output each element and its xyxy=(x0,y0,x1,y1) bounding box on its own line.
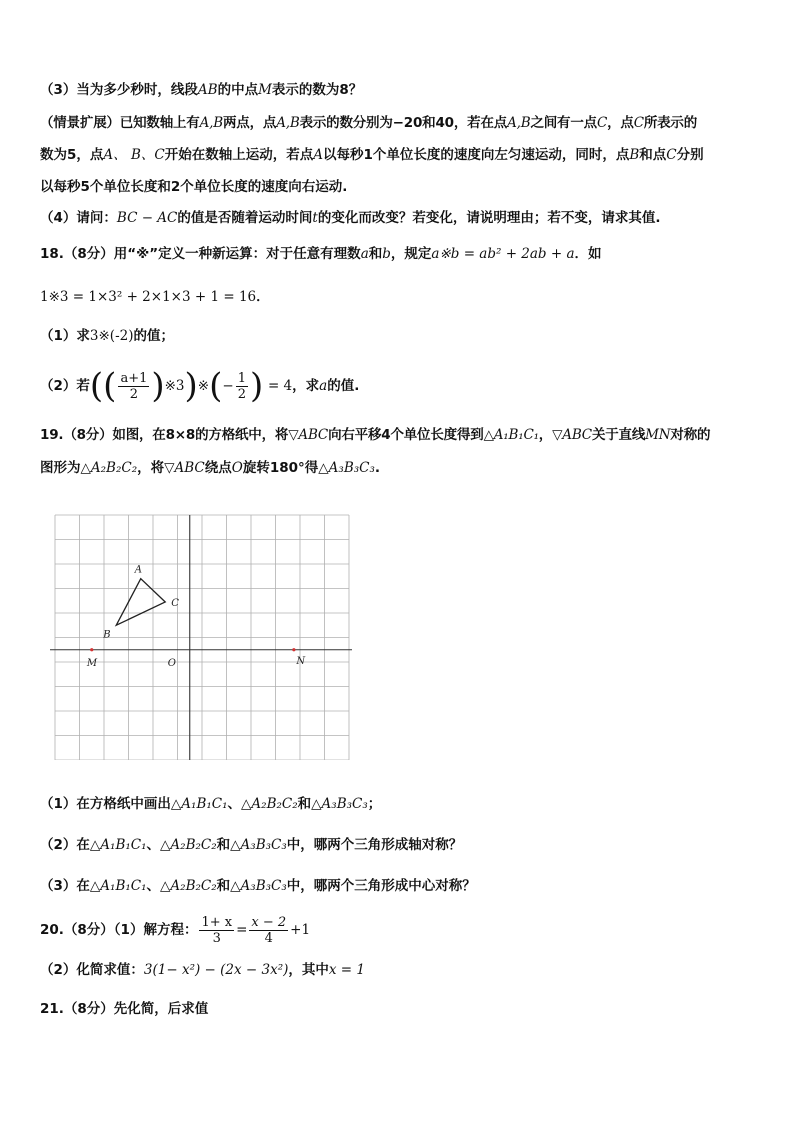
point-m xyxy=(90,648,93,651)
text: ，求 xyxy=(292,378,320,394)
text: 表示的数分别为−20和40，若在点 xyxy=(299,115,508,131)
grid-figure xyxy=(40,510,360,760)
denominator: 2 xyxy=(129,386,139,402)
question-18-part2: （2）若(( $\frac{a+1}{2}$ )※3)※(− $\frac{1}{2}$ ) = 4，求a的值. xyxy=(40,366,360,406)
grid-lines xyxy=(55,515,349,760)
text: . xyxy=(374,460,381,476)
text: （1）在方格纸中画出 xyxy=(40,796,171,812)
text: 的变化而改变？若变化，请说明理由；若不变，请求其值. xyxy=(317,210,661,226)
text-line-speed xyxy=(40,177,347,197)
math: ▽ABC xyxy=(288,427,329,443)
text: 的值. xyxy=(327,378,360,394)
text: 对称的 xyxy=(670,427,711,443)
text: 19.（8分）如图，在8×8的方格纸中，将 xyxy=(40,427,289,443)
question-19-line2 xyxy=(40,458,380,478)
text: 、 xyxy=(146,878,161,894)
math: t xyxy=(312,210,318,226)
text: 中，哪两个三角形成轴对称？ xyxy=(286,837,463,853)
text: 向右平移4个单位长度得到 xyxy=(328,427,484,443)
math: a※b = ab² + 2ab + a xyxy=(431,246,575,262)
math: ※ xyxy=(197,378,210,394)
math: ▽ABC xyxy=(164,460,205,476)
text: 和 xyxy=(368,246,383,262)
point-n xyxy=(292,648,295,651)
question-20-part2 xyxy=(40,960,365,980)
text: 和点 xyxy=(639,147,667,163)
math: A,B xyxy=(507,115,531,131)
numerator: a+1 xyxy=(120,370,148,386)
question-21 xyxy=(40,999,208,1019)
text: （2）若 xyxy=(40,378,90,394)
numerator: x − 2 xyxy=(251,914,287,930)
text: （3）当为多少秒时，线段 xyxy=(40,82,198,98)
math: B xyxy=(629,147,640,163)
question-19-part2 xyxy=(40,835,462,855)
label-o: O xyxy=(167,657,176,669)
denominator: 2 xyxy=(237,386,246,402)
text: 表示的数为8？ xyxy=(271,82,363,98)
text: 以每秒1个单位长度的速度向左匀速运动，同时，点 xyxy=(322,147,630,163)
text: 18.（8分）用“※”定义一种新运算：对于任意有理数 xyxy=(40,246,361,262)
math: − xyxy=(222,378,234,394)
text: 绕点 xyxy=(204,460,232,476)
text: 、 xyxy=(227,796,242,812)
text: 旋转180°得 xyxy=(242,460,319,476)
math: A,B xyxy=(199,115,223,131)
text: 、 xyxy=(146,837,161,853)
question-20 xyxy=(40,912,310,948)
denominator: 3 xyxy=(212,930,221,946)
math: ▽ABC xyxy=(552,427,592,443)
text-line-part3 xyxy=(40,80,362,100)
math: BC − AC xyxy=(116,210,178,226)
numerator: 1+ x xyxy=(201,914,233,930)
fraction xyxy=(118,371,149,402)
math: △A₂B₂C₂ xyxy=(80,460,138,476)
text: ，其中 xyxy=(288,962,329,978)
math: a xyxy=(360,246,369,262)
text: 分别 xyxy=(676,147,704,163)
question-18-part1 xyxy=(40,326,174,346)
text: ， xyxy=(538,427,553,443)
math: = 4 xyxy=(267,378,293,394)
text: （3）在 xyxy=(40,878,90,894)
text-line-part4 xyxy=(40,208,660,228)
text: 和 xyxy=(216,878,231,894)
text: 数为5，点 xyxy=(40,147,104,163)
label-m: M xyxy=(86,657,98,669)
text: 开始在数轴上运动，若点 xyxy=(164,147,314,163)
question-19 xyxy=(40,425,710,445)
math: AB xyxy=(197,82,218,98)
text: （2）化简求值： xyxy=(40,962,144,978)
question-18-example xyxy=(40,287,270,307)
math: △A₁B₁C₁ xyxy=(170,796,228,812)
math: △A₂B₂C₂ xyxy=(241,796,298,812)
math: C xyxy=(596,115,608,131)
fraction xyxy=(199,915,234,946)
text: 两点，点 xyxy=(222,115,277,131)
text: ； xyxy=(367,796,382,812)
text: ，点 xyxy=(607,115,634,131)
math: 1※3 = 1×3² + 2×1×3 + 1 = 16 xyxy=(40,289,257,305)
label-a: A xyxy=(134,564,142,576)
text-line-movement xyxy=(40,145,704,165)
text: ． xyxy=(256,289,270,305)
question-18 xyxy=(40,244,602,264)
math: C xyxy=(666,147,677,163)
text-line-extension xyxy=(40,113,697,133)
math: ※3 xyxy=(164,378,185,394)
text: 的中点 xyxy=(217,82,259,98)
math: A xyxy=(313,147,323,163)
math: M xyxy=(258,82,272,98)
math: △A₁B₁C₁ xyxy=(483,427,539,443)
math: x = 1 xyxy=(328,962,365,978)
text: （1）求 xyxy=(40,328,90,344)
fraction xyxy=(236,371,248,402)
math: △A₃B₃C₃ xyxy=(318,460,375,476)
question-19-part3 xyxy=(40,876,476,896)
math: △A₃B₃C₃ xyxy=(230,878,287,894)
text: ．如 xyxy=(574,246,602,262)
question-19-part1 xyxy=(40,794,381,814)
math: △A₁B₁C₁ xyxy=(89,878,147,894)
text: 图形为 xyxy=(40,460,81,476)
text: 的值； xyxy=(133,328,174,344)
math: △A₃B₃C₃ xyxy=(311,796,368,812)
text: 21.（8分）先化简，后求值 xyxy=(40,1001,209,1017)
fraction xyxy=(249,915,288,946)
denominator: 4 xyxy=(264,930,273,946)
math: O xyxy=(231,460,243,476)
text: ，规定 xyxy=(390,246,432,262)
text: 中，哪两个三角形成中心对称？ xyxy=(286,878,476,894)
text: 和 xyxy=(297,796,312,812)
math: 3(1− x²) − (2x − 3x²) xyxy=(143,962,289,978)
math: C xyxy=(633,115,644,131)
text: （情景扩展）已知数轴上有 xyxy=(40,115,200,131)
triangle-abc xyxy=(116,579,165,626)
math: +1 xyxy=(290,922,311,938)
text: 所表示的 xyxy=(643,115,698,131)
math: A,B xyxy=(276,115,300,131)
math: 3※(-2) xyxy=(89,328,134,344)
math: A、 B、C xyxy=(103,147,165,163)
math: = xyxy=(236,922,248,938)
label-c: C xyxy=(171,597,179,609)
text: 和 xyxy=(216,837,231,853)
label-n: N xyxy=(296,655,306,667)
text: 之间有一点 xyxy=(530,115,597,131)
math: △A₂B₂C₂ xyxy=(160,878,217,894)
numerator: 1 xyxy=(237,370,246,386)
text: 以每秒5个单位长度和2个单位长度的速度向右运动. xyxy=(40,179,348,195)
math: △A₁B₁C₁ xyxy=(89,837,147,853)
math: b xyxy=(382,246,391,262)
label-b: B xyxy=(103,629,111,641)
math: a xyxy=(319,378,328,394)
text: 20.（8分）（1）解方程： xyxy=(40,922,198,938)
text: （2）在 xyxy=(40,837,90,853)
math: MN xyxy=(645,427,671,443)
math: △A₂B₂C₂ xyxy=(160,837,217,853)
text: 关于直线 xyxy=(591,427,646,443)
math: △A₃B₃C₃ xyxy=(230,837,287,853)
text: ，将 xyxy=(137,460,165,476)
text: 的值是否随着运动时间 xyxy=(177,210,313,226)
text: （4）请问： xyxy=(40,210,117,226)
